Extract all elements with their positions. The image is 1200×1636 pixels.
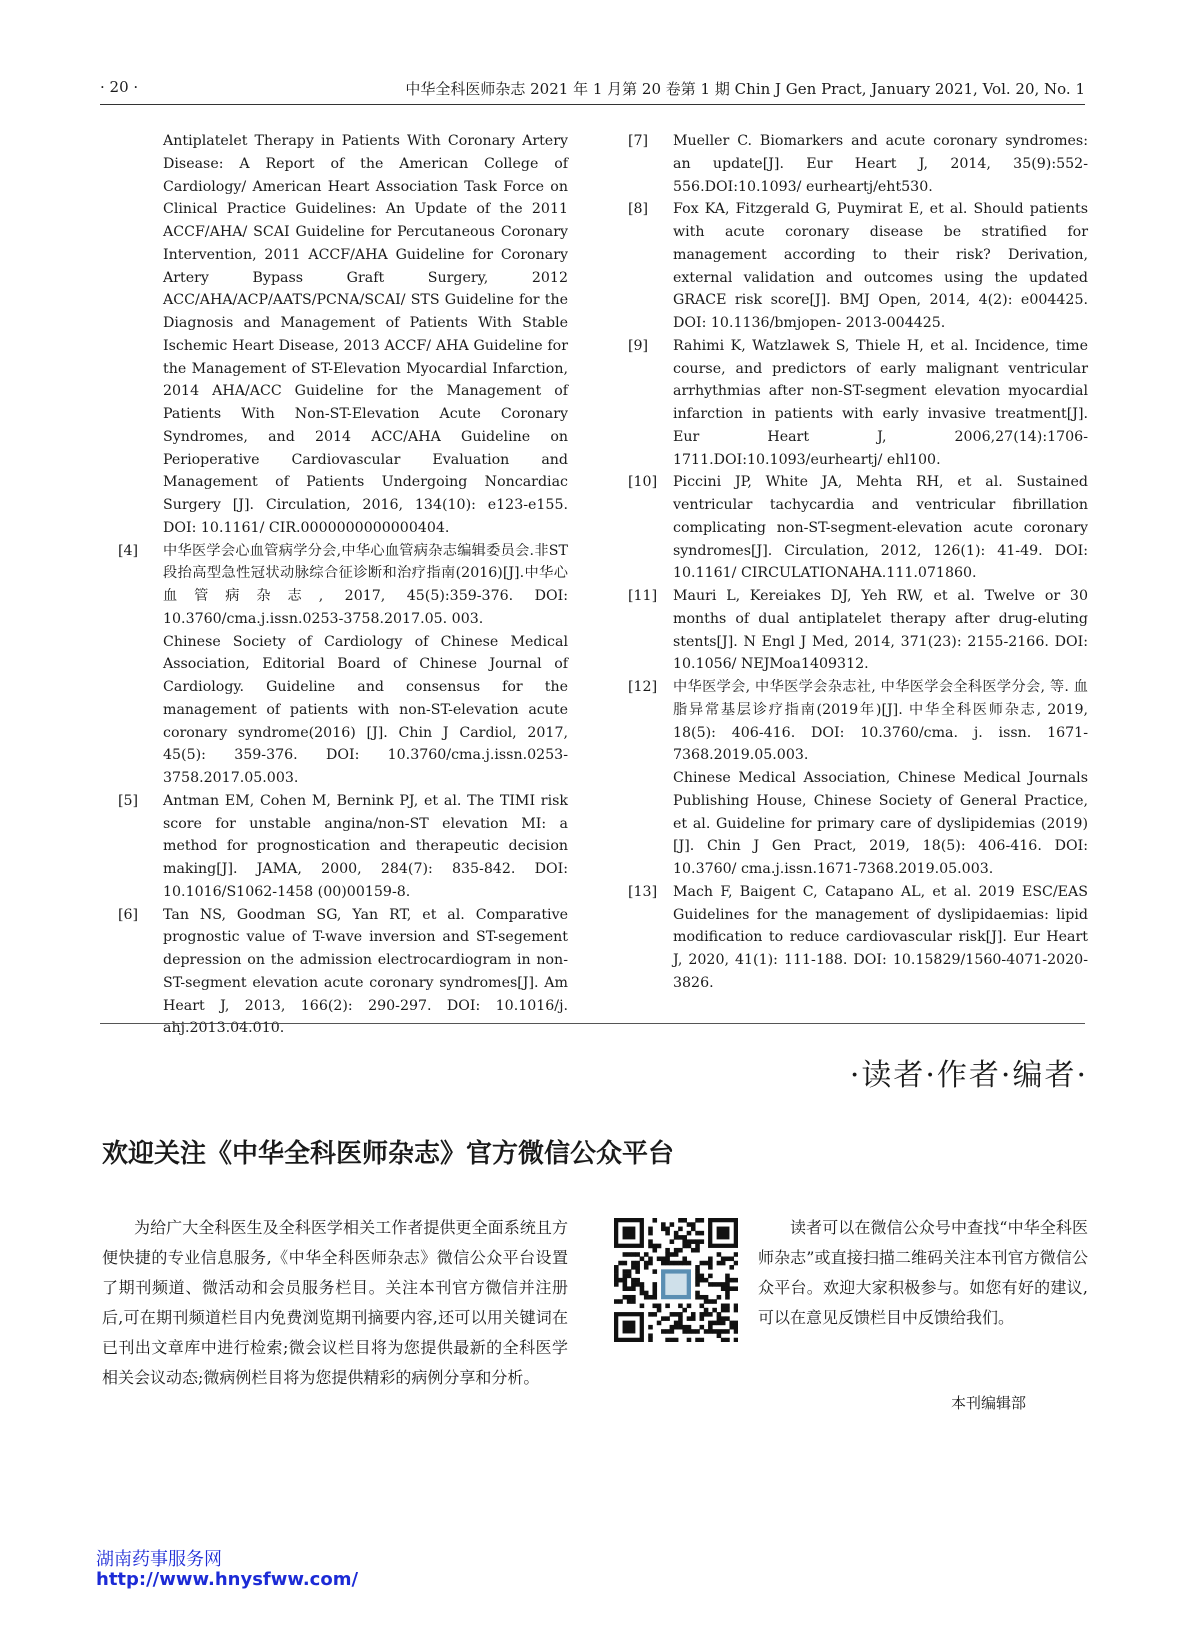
journal-info: 中华全科医师杂志 2021 年 1 月第 20 卷第 1 期 Chin J Gen Pract, January 2021, Vol. 20, No. 1: [405, 80, 1085, 98]
reference-text: 中华医学会, 中华医学会杂志社, 中华医学会全科医学分会, 等. 血脂异常基层诊疗指南(2019年)[J]. 中华全科医师杂志, 2019, 18(5): 406-416. DOI: 10.3760/cma. j. issn. 1671-7368.2019.05.003.: [673, 679, 1088, 764]
reference-item: [628, 585, 1088, 676]
reference-text: Mach F, Baigent C, Catapano AL, et al. 2019 ESC/EAS Guidelines for the management of dyslipidaemias: lipid modification to reduce cardiovascular risk[J]. Eur Heart J, 2020, 41(1): 111-188. DOI: 10.15829/1560-4071-2020-3826.: [673, 883, 1088, 991]
reference-item: [118, 790, 568, 904]
reference-number: [12]: [628, 679, 658, 695]
running-header: [100, 74, 1085, 105]
reference-number: [13]: [628, 883, 658, 900]
reference-number: [5]: [118, 792, 139, 809]
reference-item: [118, 130, 568, 540]
reference-text: Mauri L, Kereiakes DJ, Yeh RW, et al. Twelve or 30 months of dual antiplatelet therapy after drug-eluting stents[J]. N Engl J Med, 2014, 371(23): 2155-2166. DOI: 10.1056/ NEJMoa1409312.: [673, 588, 1088, 673]
reference-item: [628, 471, 1088, 585]
section-title: ·读者·作者·编者·: [849, 1058, 1088, 1093]
reference-text: Rahimi K, Watzlawek S, Thiele H, et al. Incidence, time course, and predictors of early malignant ventricular arrhythmias after non-ST-segment elevation myocardial infarction in patients with early invasive treatment[J]. Eur Heart J, 2006,27(14):1706-1711.DOI:10.1093/eurheartj/ ehl100.: [673, 337, 1088, 468]
reference-text: Fox KA, Fitzgerald G, Puymirat E, et al. Should patients with acute coronary disease be stratified for management according to their risk? Derivation, external validation and outcomes using the updated GRACE risk score[J]. BMJ Open, 2014, 4(2): e004425. DOI: 10.1136/bmjopen- 2013-004425.: [673, 201, 1088, 331]
reference-text: Mueller C. Biomarkers and acute coronary syndromes: an update[J]. Eur Heart J, 2014, 35(9):552-556.DOI:10.1093/ eurheartj/eht530.: [673, 133, 1088, 195]
reference-number: [4]: [118, 542, 139, 559]
qr-code-icon[interactable]: [614, 1218, 738, 1342]
reference-item: [118, 904, 568, 1041]
announcement-left-paragraph: 为给广大全科医生及全科医学相关工作者提供更全面系统且方便快捷的专业信息服务,《中华全科医师杂志》微信公众平台设置了期刊频道、微活动和会员服务栏目。关注本刊官方微信并注册后,可在期刊频道栏目内免费浏览期刊摘要内容,还可以用关键词在已刊出文章库中进行检索;微会议栏目将为您提供最新的全科医学相关会议动态;微病例栏目将为您提供精彩的病例分享和分析。: [102, 1218, 568, 1387]
page-number: · 20 ·: [100, 78, 139, 96]
reference-item: [628, 881, 1088, 995]
reference-number: [7]: [628, 133, 649, 149]
reference-item: [628, 676, 1088, 881]
reference-item: [628, 130, 1088, 198]
reference-text: Antman EM, Cohen M, Bernink PJ, et al. The TIMI risk score for unstable angina/non-ST elevation MI: a method for prognostication and therapeutic decision making[J]. JAMA, 2000, 284(7): 835-842. DOI: 10.1016/S1062-1458 (00)00159-8.: [163, 792, 568, 900]
reference-translation: Chinese Society of Cardiology of Chinese Medical Association, Editorial Board of Chinese Journal of Cardiology. Guideline and consensus for the management of patients with non-ST-elevation acute coronary syndrome(2016) [J]. Chin J Cardiol, 2017, 45(5): 359-376. DOI: 10.3760/cma.j.issn.0253-3758.2017.05.003.: [163, 633, 568, 786]
references-left-column: [118, 130, 568, 1040]
reference-number: [11]: [628, 588, 658, 604]
reference-number: [10]: [628, 474, 658, 491]
watermark-url[interactable]: http://www.hnysfww.com/: [96, 1569, 359, 1590]
reference-translation: Chinese Medical Association, Chinese Medical Journals Publishing House, Chinese Society of General Practice, et al. Guideline for primary care of dyslipidemias (2019) [J]. Chin J Gen Pract, 2019, 18(5): 406-416. DOI: 10.3760/ cma.j.issn.1671-7368.2019.05.003.: [673, 770, 1088, 877]
qr-code-graphic: [614, 1218, 738, 1342]
reference-number: [6]: [118, 906, 139, 923]
editorial-signature: 本刊编辑部: [951, 1394, 1027, 1412]
reference-item: [628, 335, 1088, 472]
reference-item: [628, 198, 1088, 335]
section-divider: [100, 1023, 1085, 1024]
reference-text: 中华医学会心血管病学分会,中华心血管病杂志编辑委员会.非ST段抬高型急性冠状动脉综合征诊断和治疗指南(2016)[J].中华心血管病杂志, 2017, 45(5):359-376. DOI: 10.3760/cma.j.issn.0253-3758.2017.05. 003.: [163, 542, 568, 627]
references-right-column: [628, 130, 1088, 995]
reference-text: Tan NS, Goodman SG, Yan RT, et al. Comparative prognostic value of T-wave inversion and ST-segement depression on the admission electrocardiogram in non-ST-segment elevation acute coronary syndromes[J]. Am Heart J, 2013, 166(2): 290-297. DOI: 10.1016/j. ahj.2013.04.010.: [163, 906, 568, 1037]
reference-text: Piccini JP, White JA, Mehta RH, et al. Sustained ventricular tachycardia and ventricular fibrillation complicating non-ST-segment-elevation acute coronary syndromes[J]. Circulation, 2012, 126(1): 41-49. DOI: 10.1161/ CIRCULATIONAHA.111.071860.: [673, 474, 1088, 582]
reference-item: [118, 540, 568, 790]
watermark-site-name: 湖南药事服务网: [96, 1549, 222, 1570]
announcement-title: 欢迎关注《中华全科医师杂志》官方微信公众平台: [102, 1139, 675, 1169]
reference-number: [9]: [628, 337, 649, 354]
announcement-right-paragraph: 读者可以在微信公众号中查找“中华全科医师杂志”或直接扫描二维码关注本刊官方微信公众平台。欢迎大家积极参与。如您有好的建议,可以在意见反馈栏目中反馈给我们。: [758, 1218, 1088, 1327]
reference-number: [8]: [628, 201, 649, 218]
reference-text: Antiplatelet Therapy in Patients With Coronary Artery Disease: A Report of the American College of Cardiology/ American Heart Association Task Force on Clinical Practice Guidelines: An Update of the 2011 ACCF/AHA/ SCAI Guideline for Percutaneous Coronary Intervention, 2011 ACCF/AHA Guideline for Coronary Artery Bypass Graft Surgery, 2012 ACC/AHA/ACP/AATS/PCNA/SCAI/ STS Guideline for the Diagnosis and Management of Patients With Stable Ischemic Heart Disease, 2013 ACCF/ AHA Guideline for the Management of ST-Elevation Myocardial Infarction, 2014 AHA/ACC Guideline for the Management of Patients With Non-ST-Elevation Acute Coronary Syndromes, and 2014 ACC/AHA Guideline on Perioperative Cardiovascular Evaluation and Management of Patients Undergoing Noncardiac Surgery [J]. Circulation, 2016, 134(10): e123-e155. DOI: 10.1161/ CIR.0000000000000404.: [163, 133, 568, 536]
